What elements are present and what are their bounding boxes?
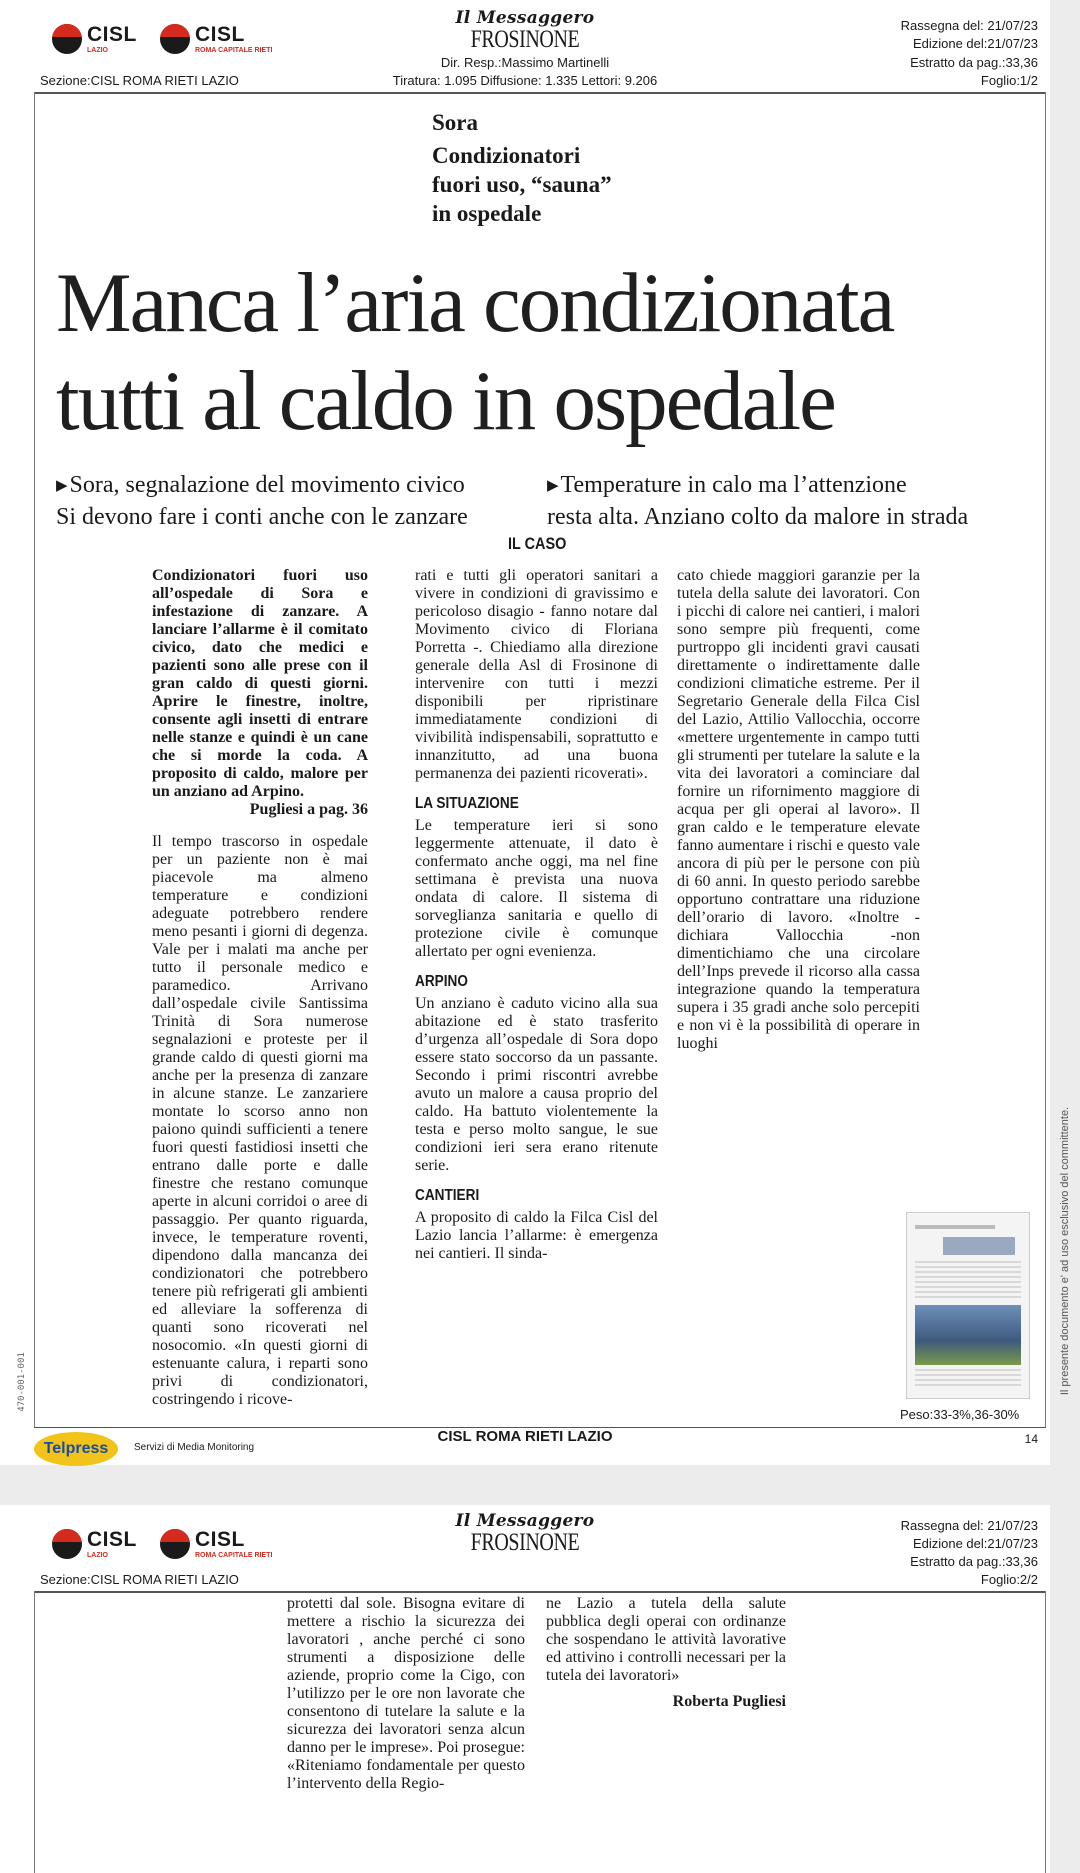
- frame-left: [34, 1591, 35, 1873]
- body-paragraph: protetti dal sole. Bisogna evitare di mettere a rischio la sicurezza dei lavoratori , anche perché ci sono strumenti a disposizione delle aziende, proprio come la Cigo, con l’utilizzo per le ore non lavorate che consentono di tutelare la salute e la sicurezza dei lavoratori senza alcun danno per le imprese». Poi prosegue: «Riteniamo fondamentale per questo l’intervento della Regio-: [287, 1595, 525, 1792]
- extract-pages: Estratto da pag.:33,36: [910, 1554, 1038, 1569]
- telpress-logo: Telpress: [34, 1432, 118, 1466]
- section-heading-arpino: ARPINO: [415, 973, 468, 990]
- author-byline: Roberta Pugliesi: [672, 1693, 786, 1710]
- usage-note: Il presente documento e' ad uso esclusivo del committente.: [1059, 1106, 1071, 1396]
- footer-service: Servizi di Media Monitoring: [134, 1442, 255, 1453]
- masthead: Il Messaggero FROSINONE: [455, 1511, 595, 1556]
- article-column-1: [152, 567, 368, 1409]
- circulation: Tiratura: 1.095 Diffusione: 1.335 Lettori: 9.206: [392, 73, 658, 88]
- article-column-2: [415, 567, 658, 1263]
- page-number: 14: [1024, 1432, 1038, 1446]
- section-heading-situazione: LA SITUAZIONE: [415, 795, 519, 812]
- article-column-2: [546, 1595, 786, 1711]
- cisl-roma-logo: CISL ROMA CAPITALE RIETI: [160, 24, 272, 54]
- edition-date: Edizione del:21/07/23: [912, 36, 1038, 51]
- sheet-number: Foglio:1/2: [980, 73, 1038, 88]
- article-column-3: [677, 567, 920, 1053]
- article-column-1: [287, 1595, 525, 1793]
- body-paragraph: cato chiede maggiori garanzie per la tutela della salute dei lavoratori. Con i picchi di calore nei cantieri, i malori sono sempre più frequenti, come purtroppo gli incidenti gravi causati direttamente o indirettamente dalle condizioni climatiche estreme. Per il Segretario Generale della Filca Cisl del Lazio, Attilio Vallocchia, occorre «mettere urgentemente in campo tutti gli strumenti per tutelare la salute e la vita dei lavoratori a cominciare dal fornire un rifornimento maggiore di acqua per gli operai al lavoro». Il gran caldo e le temperature elevate fanno aumentare i rischi e questo vale ancora di più per le persone con più di 60 anni. In questo periodo sarebbe opportuno contrattare una riduzione dell’orario di lavoro. «Inoltre - dichiara Vallocchia -non dimentichiamo che una circolare dell’Inps prevede il ricorso alla cassa integrazione quando la temperatura supera i 35 gradi anche solo percepiti e non vi è la possibilità di operare in luoghi: [677, 567, 920, 1052]
- director: Dir. Resp.:Massimo Martinelli: [440, 55, 610, 70]
- header-rule: [34, 1591, 1046, 1593]
- triangle-icon: ▶: [56, 478, 68, 494]
- review-date: Rassegna del: 21/07/23: [900, 1518, 1038, 1533]
- body-paragraph: ne Lazio a tutela della salute pubblica degli operai con ordinanze che sospendano le attività lavorative ed attivino i controlli necessari per la tutela dei lavoratori»: [546, 1595, 786, 1684]
- review-date: Rassegna del: 21/07/23: [900, 18, 1038, 33]
- headline: Manca l’aria condizionata tutti al caldo in ospedale: [56, 256, 894, 448]
- section-heading-cantieri: CANTIERI: [415, 1187, 480, 1204]
- cisl-lazio-logo: CISL LAZIO: [52, 1529, 137, 1559]
- extract-pages: Estratto da pag.:33,36: [910, 55, 1038, 70]
- sheet-number: Foglio:2/2: [980, 1572, 1038, 1587]
- body-paragraph: Il tempo trascorso in ospedale per un paziente non è mai piacevole ma almeno temperature e condizioni adeguate potrebbero rendere meno pesanti i giorni di degenza. Vale per i malati ma anche per tutto il personale medico e paramedico. Arrivano dall’ospedale civile Santissima Trinità di Sora numerose segnalazioni e proteste per il grande caldo di questi giorni ma anche per la presenza di zanzare in alcune stanze. Le zanzariere montate lo scorso anno non paiono quindi sufficienti a tenere fuori questi fastidiosi insetti che entrano dalle porte e dalle finestre che restano comunque aperte in alcuni corridoi o aree di passaggio. Per quanto riguarda, invece, le temperature roventi, dipendono dalla mancanza dei condizionatori che potrebbero tenere più refrigerati gli ambienti ed alleviare la sofferenza di quanti sono ricoverati nel nosocomio. «In questi giorni di estenuante calura, i reparti sono privi di condizionatori, costringendo i ricove-: [152, 833, 368, 1408]
- frame-right: [1045, 1591, 1046, 1873]
- cisl-roma-logo: CISL ROMA CAPITALE RIETI: [160, 1529, 272, 1559]
- body-paragraph: Un anziano è caduto vicino alla sua abitazione ed è stato trasferito d’urgenza all’ospedale di Sora dopo essere stato soccorso da un passante. Secondo i primi riscontri avrebbe avuto un malore a causa proprio del caldo. Ha battuto violentemente la testa e perso molto sangue, le sue condizioni ieri sera erano ritenute serie.: [415, 995, 658, 1174]
- triangle-icon: ▶: [547, 478, 559, 494]
- body-paragraph: A proposito di caldo la Filca Cisl del Lazio lancia l’allarme: è emergenza nei cantieri. Il sinda-: [415, 1209, 658, 1262]
- barcode: 470-001-001: [16, 1352, 27, 1412]
- cisl-lazio-logo: CISL LAZIO: [52, 24, 137, 54]
- subhead-right: ▶Temperature in calo ma l’attenzione resta alta. Anziano colto da malore in strada: [547, 472, 969, 530]
- page-reference: Pugliesi a pag. 36: [249, 801, 368, 818]
- body-paragraph: Le temperature ieri si sono leggermente attenuate, il dato è confermato anche oggi, ma nel fine settimana è prevista una nuova ondata di calore. Il sistema di sorveglianza sanitaria e quello di protezione civile è comunque allertato per ogni evenienza.: [415, 817, 658, 960]
- footer-section: CISL ROMA RIETI LAZIO: [437, 1428, 613, 1445]
- kicker: Sora Condizionatori fuori uso, “sauna” in ospedale: [432, 110, 612, 226]
- frame-left: [34, 92, 35, 1427]
- weight-label: Peso:33-3%,36-30%: [900, 1407, 1020, 1422]
- subhead-left: ▶Sora, segnalazione del movimento civico Si devono fare i conti anche con le zanzare: [56, 472, 468, 530]
- lead-paragraph: Condizionatori fuori uso all’ospedale di Sora e infestazione di zanzare. A lanciare l’allarme è il comitato civico, dato che medici e pazienti sono alle prese con il gran caldo di questi giorni. Aprire le finestre, inoltre, consente agli insetti di entrare nelle stanze e quindi è un cane che si morde la coda. A proposito di caldo, malore per un anziano ad Arpino.: [152, 567, 368, 800]
- edition-date: Edizione del:21/07/23: [912, 1536, 1038, 1551]
- section-label: Sezione:CISL ROMA RIETI LAZIO: [40, 1572, 239, 1587]
- masthead: Il Messaggero FROSINONE: [455, 8, 595, 53]
- section-label: Sezione:CISL ROMA RIETI LAZIO: [40, 73, 239, 88]
- header-rule: [34, 92, 1046, 94]
- case-label: IL CASO: [508, 534, 567, 553]
- page-thumbnail: [906, 1212, 1030, 1399]
- body-paragraph: rati e tutti gli operatori sanitari a vivere in condizioni di gravissimo e pericoloso disagio - fanno notare dal Movimento civico di Floriana Porretta -. Chiediamo alla direzione generale della Asl di Frosinone di intervenire con tutti i mezzi disponibili per ripristinare immediatamente condizioni di vivibilità indispensabili, soprattutto e innanzitutto, ad una buona permanenza dei pazienti ricoverati».: [415, 567, 658, 782]
- clipping-page-2: [0, 1505, 1050, 1873]
